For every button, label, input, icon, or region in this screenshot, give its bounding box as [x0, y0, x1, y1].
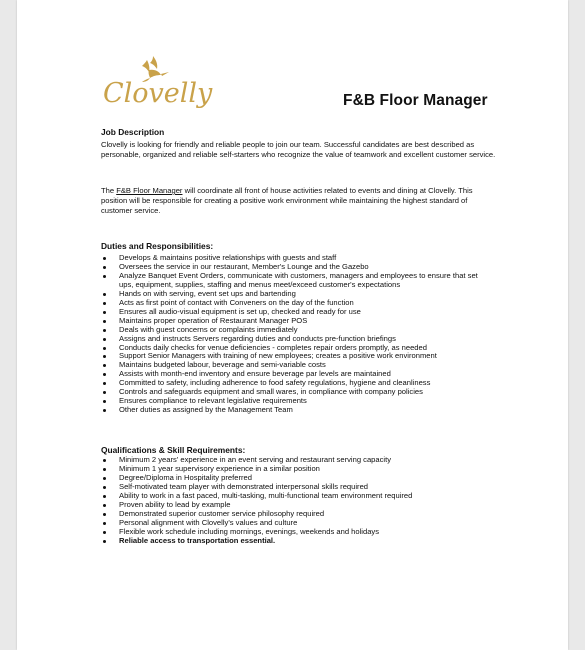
list-item: Conducts daily checks for venue deficiencies - completes repair orders promptly, as needed	[101, 344, 491, 353]
bullet-icon	[103, 382, 106, 385]
bullet-icon	[103, 513, 106, 516]
list-item: Assigns and instructs Servers regarding duties and conducts pre-function briefings	[101, 335, 491, 344]
bullet-icon	[103, 391, 106, 394]
list-item: Personal alignment with Clovelly's values and culture	[101, 519, 491, 528]
duties-heading: Duties and Responsibilities:	[101, 241, 214, 251]
job-description-heading: Job Description	[101, 127, 165, 137]
list-item: Committed to safety, including adherence to food safety regulations, hygiene and cleanliness	[101, 379, 491, 388]
list-item: Oversees the service in our restaurant, Member's Lounge and the Gazebo	[101, 263, 491, 272]
list-item: Minimum 2 years' experience in an event serving and restaurant serving capacity	[101, 456, 491, 465]
list-item: Maintains budgeted labour, beverage and semi-variable costs	[101, 361, 491, 370]
job-description-paragraph: Clovelly is looking for friendly and reliable people to join our team. Successful candidates are best described as personable, organized and reliable self-starters who recognize the value of teamwork and excellent customer service.	[101, 140, 496, 160]
role-summary-paragraph	[101, 186, 496, 217]
list-item: Controls and safeguards equipment and small wares, in compliance with company policies	[101, 388, 491, 397]
bullet-icon	[103, 329, 106, 332]
list-item: Minimum 1 year supervisory experience in a similar position	[101, 465, 491, 474]
list-item: Deals with guest concerns or complaints immediately	[101, 326, 491, 335]
clovelly-logo-graphic	[101, 52, 213, 109]
list-item: Ensures all audio-visual equipment is set up, checked and ready for use	[101, 308, 491, 317]
list-item: Self-motivated team player with demonstrated interpersonal skills required	[101, 483, 491, 492]
bullet-icon	[103, 320, 106, 323]
list-item: Develops & maintains positive relationships with guests and staff	[101, 254, 491, 263]
role-summary-text: will coordinate all front of house activities related to events and dining at Clovelly. This position will be responsible for creating a positive work environment while maintaining the highest standard of customer service.	[101, 186, 473, 216]
document-page	[17, 0, 568, 650]
list-item: Maintains proper operation of Restaurant Manager POS	[101, 317, 491, 326]
bullet-icon	[103, 373, 106, 376]
list-item: Proven ability to lead by example	[101, 501, 491, 510]
bullet-icon	[103, 347, 106, 350]
list-item: Analyze Banquet Event Orders, communicate with customers, managers and employees to ensure that set ups, equipment, supplies, staffing and menus meet/exceed customer's expectations	[101, 272, 491, 290]
list-item: Demonstrated superior customer service philosophy required	[101, 510, 491, 519]
bullet-icon	[103, 302, 106, 305]
bullet-icon	[103, 409, 106, 412]
list-item: Ensures compliance to relevant legislative requirements	[101, 397, 491, 406]
bullet-icon	[103, 477, 106, 480]
list-item: Other duties as assigned by the Management Team	[101, 406, 491, 415]
duties-list	[101, 254, 491, 415]
list-item: Hands on with serving, event set ups and bartending	[101, 290, 491, 299]
list-item: Support Senior Managers with training of new employees; creates a positive work environment	[101, 352, 491, 361]
qualifications-heading: Qualifications & Skill Requirements:	[101, 445, 246, 455]
qualifications-list	[101, 456, 491, 546]
role-title-link: F&B Floor Manager	[116, 186, 183, 195]
page-title: F&B Floor Manager	[343, 92, 488, 109]
svg-text:Clovelly: Clovelly	[103, 78, 213, 109]
bullet-icon	[103, 364, 106, 367]
bullet-icon	[103, 522, 106, 525]
bullet-icon	[103, 495, 106, 498]
bullet-icon	[103, 400, 106, 403]
list-item: Flexible work schedule including mornings, evenings, weekends and holidays	[101, 528, 491, 537]
list-item: Assists with month-end inventory and ensure beverage par levels are maintained	[101, 370, 491, 379]
list-item: Acts as first point of contact with Conveners on the day of the function	[101, 299, 491, 308]
bullet-icon	[103, 486, 106, 489]
bullet-icon	[103, 468, 106, 471]
role-summary-prefix: The	[101, 186, 117, 195]
list-item: Ability to work in a fast paced, multi-tasking, multi-functional team environment required	[101, 492, 491, 501]
bullet-icon	[103, 459, 106, 462]
bullet-icon	[103, 257, 106, 260]
bullet-icon	[103, 504, 106, 507]
bullet-icon	[103, 540, 106, 543]
clovelly-logo	[101, 52, 213, 109]
bullet-icon	[103, 275, 106, 278]
bullet-icon	[103, 338, 106, 341]
bullet-icon	[103, 355, 106, 358]
bullet-icon	[103, 266, 106, 269]
bullet-icon	[103, 311, 106, 314]
bullet-icon	[103, 293, 106, 296]
list-item: Reliable access to transportation essential.	[101, 537, 491, 546]
bullet-icon	[103, 531, 106, 534]
list-item: Degree/Diploma in Hospitality preferred	[101, 474, 491, 483]
